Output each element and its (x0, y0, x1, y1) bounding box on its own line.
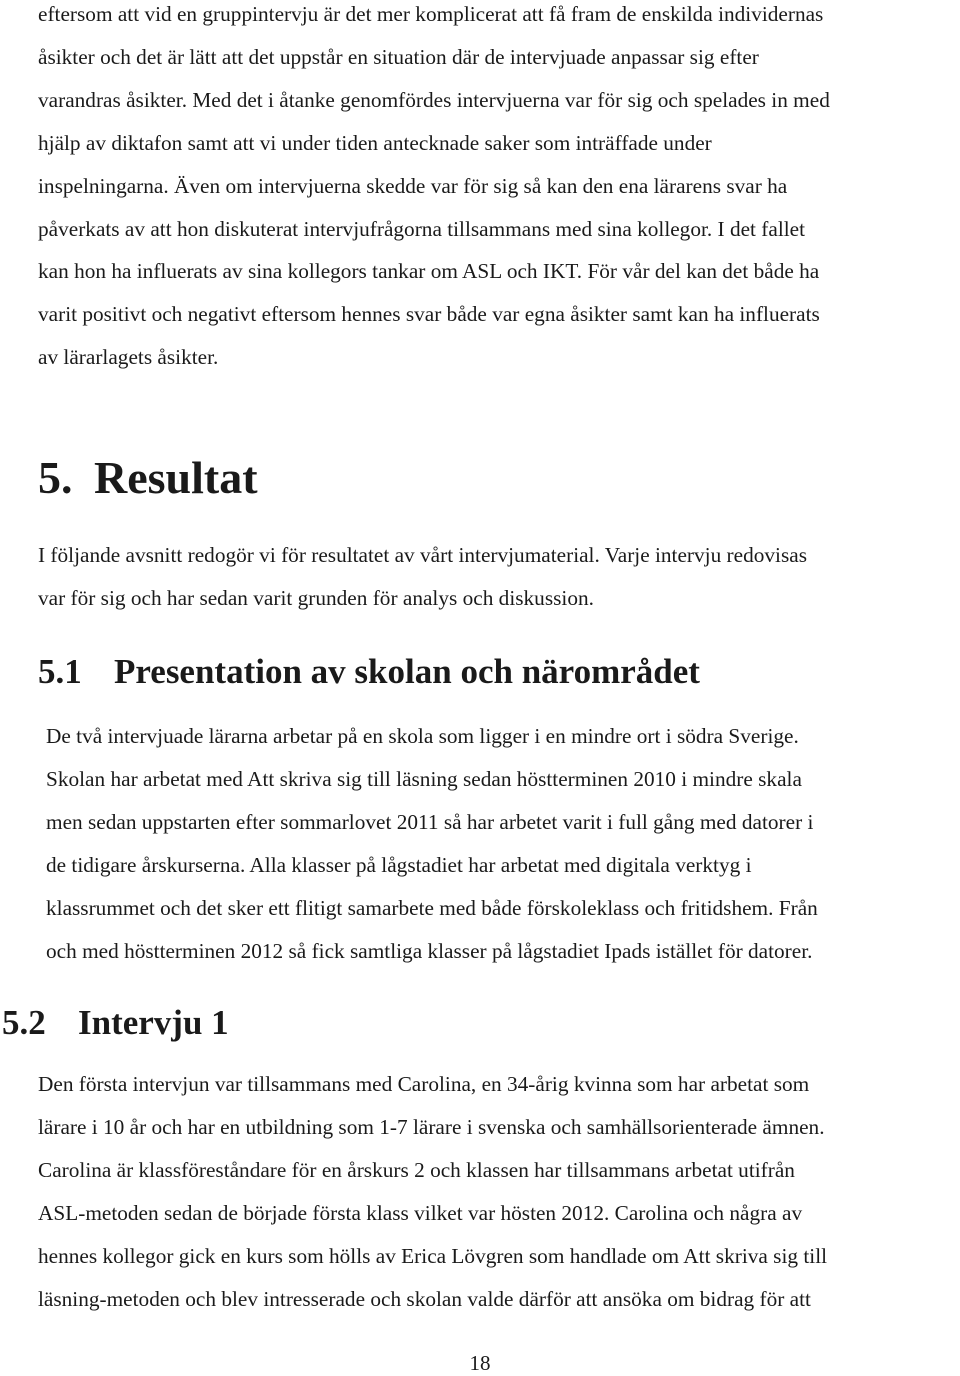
text-line: läsning-metoden och blev intresserade och skolan valde därför att ansöka om bidrag för att (38, 1286, 811, 1311)
text-line: men sedan uppstarten efter sommarlovet 2011 så har arbetet varit i full gång med datorer i (46, 809, 814, 834)
text-line: klassrummet och det sker ett flitigt samarbete med både förskoleklass och fritidshem. Från (46, 895, 818, 920)
text-line: kan hon ha influerats av sina kollegors tankar om ASL och IKT. För vår del kan det både ha (38, 259, 820, 284)
text-line: Carolina är klassföreståndare för en årskurs 2 och klassen har tillsammans arbetat utifrån (38, 1157, 795, 1182)
text-line: ASL-metoden sedan de började första klass vilket var hösten 2012. Carolina och några av (38, 1200, 803, 1225)
section-heading-5-1 (38, 649, 700, 695)
text-line: åsikter och det är lätt att det uppstår en situation där de intervjuade anpassar sig efter (38, 44, 759, 69)
text-line: var för sig och har sedan varit grunden för analys och diskussion. (38, 585, 594, 610)
section-heading-5-2 (2, 1000, 229, 1046)
text-line: inspelningarna. Även om intervjuerna skedde var för sig så kan den ena lärarens svar ha (38, 173, 788, 198)
text-line: Skolan har arbetat med Att skriva sig till läsning sedan höstterminen 2010 i mindre skala (46, 766, 802, 791)
text-line: och med höstterminen 2012 så fick samtliga klasser på lågstadiet Ipads istället för datorer. (46, 938, 813, 963)
paragraph-section-5-2 (38, 1063, 827, 1320)
text-line: Den första intervjun var tillsammans med Carolina, en 34-årig kvinna som har arbetat som (38, 1072, 810, 1096)
text-line: hjälp av diktafon samt att vi under tiden antecknade saker som inträffade under (38, 130, 712, 155)
text-line: de tidigare årskurserna. Alla klasser på lågstadiet har arbetat med digitala verktyg i (46, 852, 752, 877)
paragraph-section-5-1 (46, 715, 818, 972)
text-line: hennes kollegor gick en kurs som hölls av Erica Lövgren som handlade om Att skriva sig till (38, 1243, 828, 1268)
text-line: I följande avsnitt redogör vi för resultatet av vårt intervjumaterial. Varje intervju redovisas (38, 543, 807, 567)
text-line: varit positivt och negativt eftersom hennes svar både var egna åsikter samt kan ha influerats (38, 302, 820, 327)
section-title: Intervju 1 (78, 1003, 229, 1042)
section-number: 5.2 (2, 1003, 46, 1042)
text-line: av lärarlagets åsikter. (38, 345, 219, 370)
section-heading-5 (38, 448, 258, 508)
text-line: påverkats av att hon diskuterat intervjufrågorna tillsammans med sina kollegor. I det fallet (38, 216, 806, 241)
text-line: eftersom att vid en gruppintervju är det mer komplicerat att få fram de enskilda individernas (38, 2, 824, 26)
text-line: De två intervjuade lärarna arbetar på en skola som ligger i en mindre ort i södra Sverige. (46, 724, 799, 748)
paragraph-section-5 (38, 534, 807, 620)
section-number: 5.1 (38, 652, 82, 691)
section-number: 5. (38, 452, 73, 503)
section-title: Presentation av skolan och närområdet (114, 652, 700, 691)
section-title: Resultat (94, 452, 258, 503)
text-line: varandras åsikter. Med det i åtanke genomfördes intervjuerna var för sig och spelades in med (38, 87, 830, 112)
page-number: 18 (469, 1351, 491, 1375)
text-line: lärare i 10 år och har en utbildning som 1-7 lärare i svenska och samhällsorienterade ämnen. (38, 1114, 825, 1139)
paragraph-continued (38, 0, 830, 379)
